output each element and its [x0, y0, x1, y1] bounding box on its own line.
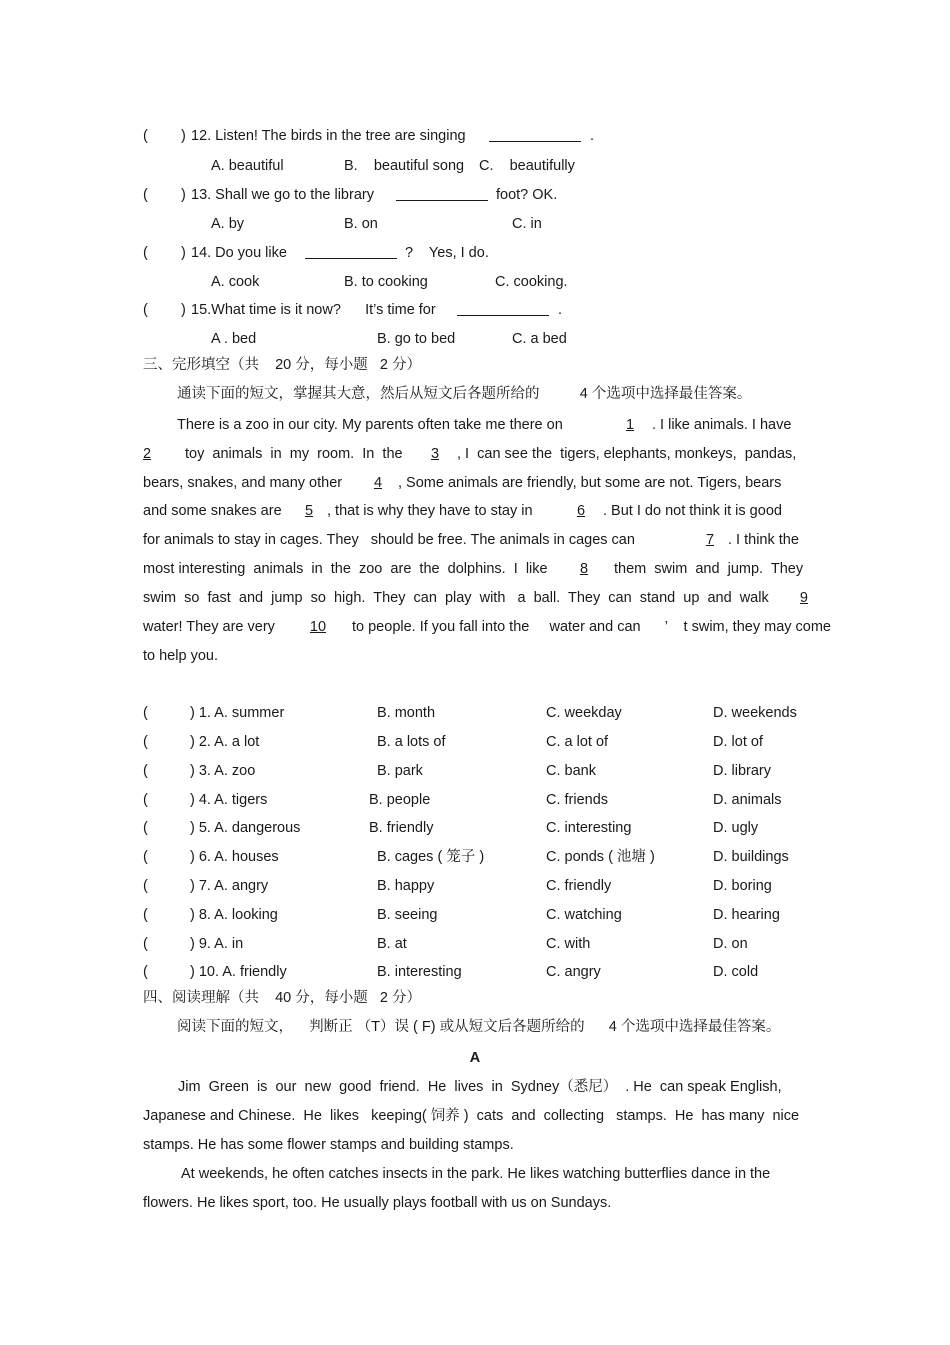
option-b: B. people — [369, 792, 431, 808]
cloze-blank: 8 — [579, 561, 589, 577]
reading-line: At weekends, he often catches insects in the park. He likes watching butterflies dance in the — [181, 1166, 771, 1182]
option-c: C. interesting — [546, 820, 632, 836]
passage-text: to people. If you fall into the water and can ’ t swim, they may come — [352, 619, 831, 635]
answer-paren-close: ) — [181, 128, 186, 144]
cloze-blank: 3 — [430, 446, 440, 462]
answer-paren-open: ( — [143, 128, 148, 144]
option-d: D. on — [713, 936, 748, 952]
passage-text: , that is why they have to stay in — [327, 503, 533, 519]
option-c: C. a lot of — [546, 734, 609, 750]
option-d: D. lot of — [713, 734, 763, 750]
section-3-title: 三、完形填空（共 20 分，每小题 2 分） — [143, 357, 421, 373]
option-a: A. cook — [211, 274, 260, 290]
passage-text: water! They are very — [143, 619, 275, 635]
answer-paren: ( — [143, 705, 148, 721]
option-a: ) 6. A. houses — [190, 849, 279, 865]
question-after: ? Yes, I do. — [405, 245, 489, 261]
answer-paren-open: ( — [143, 187, 148, 203]
cloze-blank: 10 — [309, 619, 327, 635]
passage-text: for animals to stay in cages. They should be free. The animals in cages can — [143, 532, 635, 548]
question-stem: 15.What time is it now? It’s time for — [191, 302, 436, 318]
question-stem: 14. Do you like — [191, 245, 287, 261]
option-a: ) 1. A. summer — [190, 705, 285, 721]
passage-text: most interesting animals in the zoo are the dolphins. I like — [143, 561, 548, 577]
option-a: ) 9. A. in — [190, 936, 244, 952]
question-stem: 13. Shall we go to the library — [191, 187, 374, 203]
passage-text: . I think the — [728, 532, 799, 548]
answer-paren: ( — [143, 964, 148, 980]
answer-blank — [396, 186, 488, 201]
option-b: B. cages ( 笼子 ) — [377, 849, 485, 865]
question-stem: 12. Listen! The birds in the tree are singing — [191, 128, 466, 144]
option-d: D. hearing — [713, 907, 780, 923]
option-a: A. by — [211, 216, 245, 232]
option-c: C. weekday — [546, 705, 622, 721]
option-a: ) 10. A. friendly — [190, 964, 287, 980]
answer-blank — [457, 301, 549, 316]
cloze-blank: 9 — [799, 590, 808, 606]
passage-text: and some snakes are — [143, 503, 282, 519]
option-d: D. library — [713, 763, 772, 779]
passage-text: swim so fast and jump so high. They can play with a ball. They can stand up and walk — [143, 590, 769, 606]
section-3-instruction: 通读下面的短文，掌握其大意，然后从短文后各题所给的 4 个选项中选择最佳答案。 — [177, 386, 752, 402]
option-c: C. angry — [546, 964, 601, 980]
option-a: ) 3. A. zoo — [190, 763, 256, 779]
option-c: C. with — [546, 936, 591, 952]
option-b: B. month — [377, 705, 436, 721]
answer-paren-open: ( — [143, 245, 148, 261]
option-b: B. to cooking — [344, 274, 428, 290]
answer-paren: ( — [143, 849, 148, 865]
section-4-instruction: 阅读下面的短文， 判断正 （T）误 ( F) 或从短文后各题所给的 4 个选项中选择最佳答案。 — [177, 1019, 781, 1035]
option-a: ) 7. A. angry — [190, 878, 269, 894]
option-a: ) 5. A. dangerous — [190, 820, 301, 836]
option-b: B. go to bed — [377, 331, 456, 347]
option-b: B. a lots of — [377, 734, 446, 750]
option-a: A. beautiful — [211, 158, 284, 174]
answer-paren-close: ) — [181, 245, 186, 261]
option-c: C. friendly — [546, 878, 612, 894]
question-after: foot? OK. — [496, 187, 558, 203]
cloze-blank: 7 — [705, 532, 715, 548]
option-c: C. friends — [546, 792, 609, 808]
passage-text: There is a zoo in our city. My parents often take me there on — [177, 417, 563, 433]
passage-text: bears, snakes, and many other — [143, 475, 343, 491]
option-d: D. ugly — [713, 820, 759, 836]
passage-text: them swim and jump. They — [614, 561, 804, 577]
option-b: B. friendly — [369, 820, 434, 836]
option-c: C. ponds ( 池塘 ) — [546, 849, 655, 865]
answer-blank — [305, 244, 397, 259]
question-after: . — [590, 128, 595, 144]
option-a: ) 2. A. a lot — [190, 734, 260, 750]
passage-text: toy animals in my room. In the — [185, 446, 403, 462]
answer-paren: ( — [143, 878, 148, 894]
option-a: ) 4. A. tigers — [190, 792, 268, 808]
cloze-blank: 2 — [143, 446, 152, 462]
reading-line: flowers. He likes sport, too. He usually plays football with us on Sundays. — [143, 1195, 612, 1211]
answer-paren: ( — [143, 936, 148, 952]
option-c: C. watching — [546, 907, 622, 923]
option-c: C. in — [512, 216, 542, 232]
option-d: D. weekends — [713, 705, 797, 721]
cloze-blank: 1 — [625, 417, 635, 433]
reading-heading: A — [469, 1050, 481, 1066]
passage-text: . But I do not think it is good — [603, 503, 782, 519]
passage-text: , I can see the tigers, elephants, monkeys, pandas, — [457, 446, 797, 462]
option-b: B. seeing — [377, 907, 438, 923]
passage-text: . I like animals. I have — [652, 417, 792, 433]
option-b: B. beautiful song — [344, 158, 465, 174]
option-b: B. park — [377, 763, 423, 779]
option-b: B. interesting — [377, 964, 462, 980]
answer-paren-close: ) — [181, 302, 186, 318]
option-a: A . bed — [211, 331, 257, 347]
answer-paren-open: ( — [143, 302, 148, 318]
answer-paren: ( — [143, 734, 148, 750]
cloze-blank: 4 — [373, 475, 383, 491]
passage-text: to help you. — [143, 648, 218, 664]
section-4-title: 四、阅读理解（共 40 分，每小题 2 分） — [143, 990, 421, 1006]
answer-paren: ( — [143, 820, 148, 836]
reading-line: Jim Green is our new good friend. He lives in Sydney（悉尼） . He can speak English, — [178, 1079, 782, 1095]
answer-blank — [489, 127, 581, 142]
option-c: C. cooking. — [495, 274, 568, 290]
reading-line: stamps. He has some flower stamps and building stamps. — [143, 1137, 514, 1153]
option-b: B. on — [344, 216, 378, 232]
option-c: C. bank — [546, 763, 596, 779]
passage-text: , Some animals are friendly, but some are not. Tigers, bears — [398, 475, 782, 491]
cloze-blank: 5 — [304, 503, 314, 519]
option-a: ) 8. A. looking — [190, 907, 278, 923]
option-b: B. at — [377, 936, 407, 952]
answer-paren: ( — [143, 907, 148, 923]
option-c: C. beautifully — [479, 158, 575, 174]
option-c: C. a bed — [512, 331, 567, 347]
option-b: B. happy — [377, 878, 435, 894]
option-d: D. cold — [713, 964, 759, 980]
cloze-blank: 6 — [576, 503, 586, 519]
option-d: D. buildings — [713, 849, 789, 865]
reading-line: Japanese and Chinese. He likes keeping( 饲养 ) cats and collecting stamps. He has many nice — [143, 1108, 800, 1124]
answer-paren: ( — [143, 763, 148, 779]
option-d: D. animals — [713, 792, 782, 808]
answer-paren: ( — [143, 792, 148, 808]
question-after: . — [558, 302, 563, 318]
answer-paren-close: ) — [181, 187, 186, 203]
option-d: D. boring — [713, 878, 772, 894]
